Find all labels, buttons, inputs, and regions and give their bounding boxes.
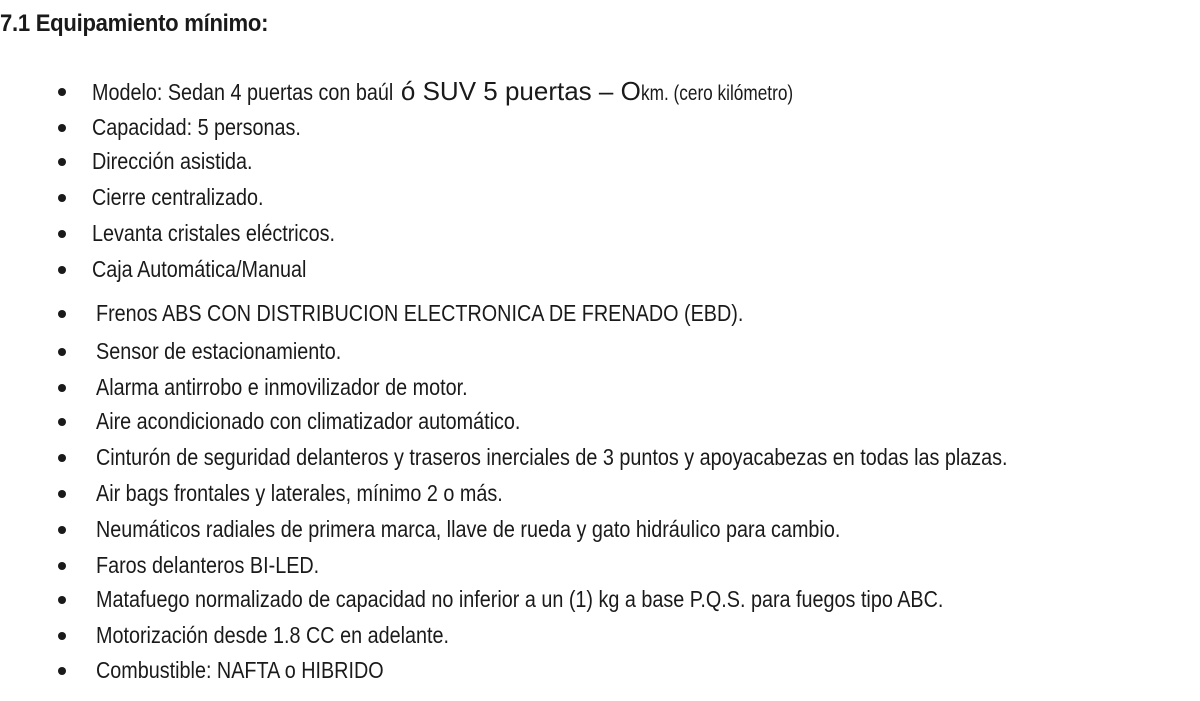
list-item-text: Neumáticos radiales de primera marca, llave de rueda y gato hidráulico para cambio. (96, 516, 841, 542)
bullet-icon (58, 194, 66, 202)
list-item-text: Caja Automática/Manual (92, 256, 307, 282)
bullet-icon (58, 266, 66, 274)
list-item-text: Faros delanteros BI-LED. (96, 552, 320, 578)
bullet-icon (58, 384, 66, 392)
model-text-small: km. (cero kilómetro) (640, 82, 793, 105)
list-item-text: Cinturón de seguridad delanteros y traseros inerciales de 3 puntos y apoyacabezas en todas las plazas. (96, 444, 1008, 470)
bullet-icon (58, 418, 66, 426)
section-heading: 7.1 Equipamiento mínimo: (0, 10, 269, 37)
bullet-icon (58, 490, 66, 498)
bullet-icon (58, 526, 66, 534)
bullet-icon (58, 454, 66, 462)
list-item-text: Levanta cristales eléctricos. (92, 220, 335, 246)
list-item-text: Motorización desde 1.8 CC en adelante. (96, 622, 449, 648)
list-item-text: Cierre centralizado. (92, 184, 264, 210)
bullet-icon (58, 158, 66, 166)
list-item-text: Capacidad: 5 personas. (92, 114, 301, 140)
list-item-text: Alarma antirrobo e inmovilizador de motor. (96, 374, 468, 400)
bullet-icon (58, 667, 66, 675)
list-item-text: Matafuego normalizado de capacidad no inferior a un (1) kg a base P.Q.S. para fuegos tipo ABC. (96, 586, 944, 612)
bullet-icon (58, 124, 66, 132)
bullet-icon (58, 596, 66, 604)
list-item-text: Dirección asistida. (92, 148, 253, 174)
list-item-text (92, 76, 826, 111)
list-item-text: Air bags frontales y laterales, mínimo 2 o más. (96, 480, 503, 506)
list-item-text: Aire acondicionado con climatizador automático. (96, 408, 521, 434)
model-text-large: ó SUV 5 puertas – O (393, 76, 641, 106)
bullet-icon (58, 348, 66, 356)
bullet-icon (58, 230, 66, 238)
model-text: Modelo: Sedan 4 puertas con baúl (92, 79, 394, 105)
list-item-text: Combustible: NAFTA o HIBRIDO (96, 657, 384, 683)
bullet-icon (58, 88, 66, 96)
list-item-text: Sensor de estacionamiento. (96, 338, 342, 364)
list-item-text: Frenos ABS CON DISTRIBUCION ELECTRONICA DE FRENADO (EBD). (96, 300, 744, 326)
bullet-icon (58, 632, 66, 640)
bullet-icon (58, 562, 66, 570)
bullet-icon (58, 310, 66, 318)
